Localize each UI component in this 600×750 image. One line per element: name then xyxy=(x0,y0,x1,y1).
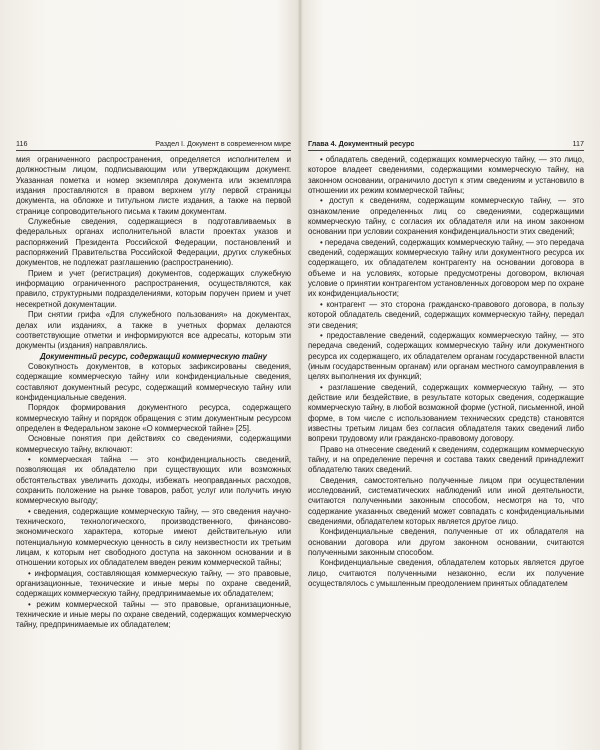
list-item: • сведения, содержащие коммерческую тайну, — это сведения научно-технического, технологического, производственного, финансово-экономического характера, которые имеют действительную или потенциальную коммерческую ценность в силу неизвестности их третьим лицам, к которым нет свободного доступа на законном основании и в отношении которых их обладателем введен режим коммерческой тайны; xyxy=(16,506,291,568)
paragraph: Право на отнесение сведений к сведениям, содержащим коммерческую тайну, и на определение перечня и состава таких сведений принадлежит обладателю таких сведений. xyxy=(308,444,584,475)
section-heading: Документный ресурс, содержащий коммерческую тайну xyxy=(39,351,267,361)
right-page-body xyxy=(308,155,584,589)
left-running-head: Раздел I. Документ в современном мире xyxy=(155,139,291,148)
book-gutter xyxy=(298,0,302,750)
paragraph: Служебные сведения, содержащиеся в подготавливаемых в федеральных органах исполнительной власти проектах указов и распоряжений Президента Российской Федерации, постановлений и распоряжений Правительства Российской Федерации, других служебных документов, не подлежат разглашению (распространению). xyxy=(16,217,291,268)
left-page-header xyxy=(16,138,291,151)
paragraph: Прием и учет (регистрация) документов, содержащих служебную информацию ограниченного распространения, осуществляются, как правило, структурными подразделениями, которым поручен прием и учет несекретной документации. xyxy=(16,268,291,309)
list-item: • коммерческая тайна — это конфиденциальность сведений, позволяющая их обладателю при существующих или возможных обстоятельствах увеличить доходы, избежать неоправданных расходов, сохранить положение на рынке товаров, работ, услуг или получить иную коммерческую выгоду; xyxy=(16,454,291,506)
list-item: • контрагент — это сторона гражданско-правового договора, в пользу которой обладатель сведений, содержащих коммерческую тайну, передал эти сведения; xyxy=(308,299,584,330)
paragraph: При снятии грифа «Для служебного пользования» на документах, делах или изданиях, а также в учетных формах делаются соответствующие отметки и информируются все адресаты, которым эти документы (издания) направлялись. xyxy=(16,310,291,351)
left-page-body xyxy=(16,155,291,631)
right-running-head: Глава 4. Документный ресурс xyxy=(308,139,415,148)
paragraph: Конфиденциальные сведения, полученные от их обладателя на основании договора или другом законном основании, считаются полученными законным способом. xyxy=(308,527,584,558)
list-item: • разглашение сведений, содержащих коммерческую тайну, — это действие или бездействие, в результате которых сведения, содержащие коммерческую тайну, в любой возможной форме (устной, письменной, иной форме, в том числе с использованием технических средств) становятся известны третьим лицам без согласия обладателя таких сведений либо вопреки трудовому или гражданско-правовому договору. xyxy=(308,382,584,444)
list-item: • режим коммерческой тайны — это правовые, организационные, технические и иные меры по охране сведений, содержащих коммерческую тайну, предпринимаемые их обладателем; xyxy=(16,599,291,630)
right-page-header xyxy=(308,138,584,151)
right-page xyxy=(308,138,584,589)
list-item: • передача сведений, содержащих коммерческую тайну, — это передача сведений, содержащих коммерческую тайну или документного ресурса их содержащего, их обладателем контрагенту на основании договора в объеме и на условиях, которые предусмотрены договором, включая условие о принятии контрагентом установленных договором мер по охране их конфиденциальности; xyxy=(308,237,584,299)
list-item: • обладатель сведений, содержащих коммерческую тайну, — это лицо, которое владеет сведениями, содержащими коммерческую тайну, на законном основании, ограничило доступ к этим сведениям и установило в отношении их режим коммерческой тайны; xyxy=(308,155,584,196)
paragraph: Сведения, самостоятельно полученные лицом при осуществлении исследований, систематических наблюдений или иной деятельности, считаются полученными законным способом, несмотря на то, что содержание указанных сведений может совпадать с конфиденциальными сведениями, обладателем которых является другое лицо. xyxy=(308,475,584,527)
left-page-number: 116 xyxy=(16,139,28,148)
right-page-number: 117 xyxy=(572,139,584,148)
left-page xyxy=(16,138,291,631)
paragraph: мия ограниченного распространения, определяется исполнителем и должностным лицом, подписывающим или утверждающим документ. Указанная пометка и номер экземпляра документа или экземпляра издания проставляются в правом верхнем углу первой страницы документа, на обложке и титульном листе издания, а также на первой странице сопроводительного письма к таким документам. xyxy=(16,155,291,216)
paragraph: Конфиденциальные сведения, обладателем которых является другое лицо, считаются полученными незаконно, если их получение осуществлялось с умышленным преодолением принятых обладателем xyxy=(308,558,584,589)
paragraph: Порядок формирования документного ресурса, содержащего коммерческую тайну и порядок обращения с этим документным ресурсом определен в Федеральном законе «О коммерческой тайне» [25]. xyxy=(16,403,291,433)
paragraph: Совокупность документов, в которых зафиксированы сведения, содержащие коммерческую тайну или конфиденциальные сведения, составляют документный ресурс, содержащий коммерческую тайну или конфиденциальные сведения. xyxy=(16,361,291,402)
list-item: • доступ к сведениям, содержащим коммерческую тайну, — это ознакомление определенных лиц со сведениями, содержащими коммерческую тайну, с согласия их обладателя или на ином законном основании при условии сохранения конфиденциальности этих сведений; xyxy=(308,196,584,237)
list-item: • информация, составляющая коммерческую тайну, — это правовые, организационные, технические и иные меры по охране сведений, содержащих коммерческую тайну, предпринимаемые их обладателем; xyxy=(16,568,291,599)
paragraph: Основные понятия при действиях со сведениями, содержащими коммерческую тайну, включают: xyxy=(16,434,291,454)
list-item: • предоставление сведений, содержащих коммерческую тайну, — это передача сведений, содержащих коммерческую тайну или документного ресурса их содержащего, их обладателем органам государственной власти (иным государственным органам) или органам местного самоуправления в целях выполнения их функций; xyxy=(308,330,584,382)
